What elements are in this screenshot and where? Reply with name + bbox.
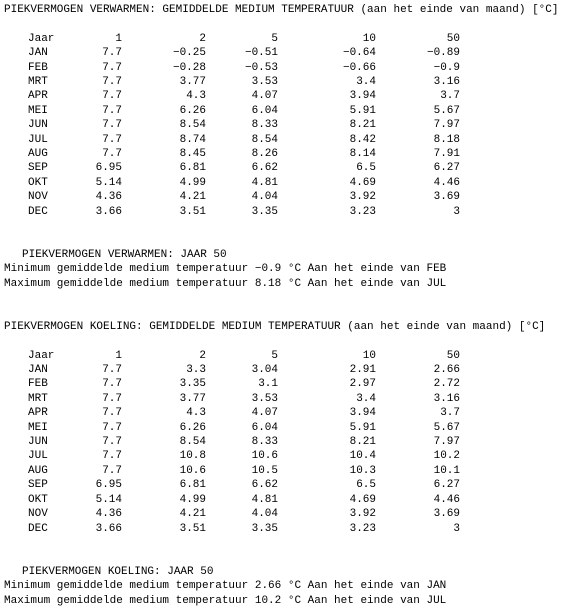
temperature-cell: 4.46 [433, 176, 460, 189]
summary-title: PIEKVERMOGEN VERWARMEN: JAAR 50 [22, 248, 227, 261]
temperature-cell: 3.23 [349, 522, 376, 535]
table-row [28, 522, 460, 536]
temperature-cell: 8.54 [179, 436, 206, 449]
column-header: 1 [115, 32, 122, 45]
temperature-cell: 7.7 [102, 76, 122, 89]
table-row [28, 478, 460, 492]
table-row [28, 493, 460, 507]
temperature-cell: 5.91 [349, 421, 376, 434]
column-header: 10 [362, 32, 376, 45]
temperature-cell: 3.7 [440, 407, 460, 420]
temperature-cell: 4.81 [251, 493, 278, 506]
temperature-cell: 4.07 [251, 407, 278, 420]
temperature-cell: 7.91 [433, 148, 460, 161]
temperature-cell: 8.26 [251, 148, 278, 161]
temperature-cell: 3.94 [349, 90, 376, 103]
temperature-cell: −0.66 [342, 61, 376, 74]
month-label: APR [28, 407, 48, 420]
table-row [28, 161, 460, 175]
temperature-cell: 7.7 [102, 392, 122, 405]
temperature-cell: 2.66 [433, 364, 460, 377]
table-row [28, 377, 460, 391]
temperature-cell: 8.42 [349, 133, 376, 146]
month-label: DEC [28, 522, 48, 535]
month-label: JUL [28, 450, 48, 463]
column-header: 50 [446, 32, 460, 45]
temperature-cell: 4.46 [433, 493, 460, 506]
temperature-cell: 6.5 [356, 479, 376, 492]
temperature-cell: 10.8 [179, 450, 206, 463]
temperature-cell: 4.3 [186, 407, 206, 420]
column-header: 1 [115, 349, 122, 362]
temperature-cell: 6.81 [179, 479, 206, 492]
temperature-cell: 3 [453, 522, 460, 535]
month-label: MRT [28, 392, 48, 405]
temperature-cell: 3.04 [251, 364, 278, 377]
table-row [28, 392, 460, 406]
table-row [28, 435, 460, 449]
temperature-cell: 5.67 [433, 104, 460, 117]
temperature-cell: −0.53 [244, 61, 278, 74]
table-row [28, 46, 460, 60]
table-row [28, 176, 460, 190]
temperature-cell: 3.1 [258, 378, 278, 391]
temperature-cell: 8.45 [179, 148, 206, 161]
temperature-cell: 4.04 [251, 191, 278, 204]
temperature-cell: 5.91 [349, 104, 376, 117]
month-label: FEB [28, 378, 48, 391]
temperature-cell: −0.9 [433, 61, 460, 74]
column-header: Jaar [28, 32, 55, 45]
column-header: 2 [199, 349, 206, 362]
temperature-cell: 4.69 [349, 176, 376, 189]
temperature-cell: 10.6 [179, 464, 206, 477]
temperature-cell: 3.92 [349, 191, 376, 204]
column-header: Jaar [28, 349, 55, 362]
temperature-cell: 3 [453, 205, 460, 218]
column-header: 5 [271, 32, 278, 45]
table-row [28, 61, 460, 75]
temperature-cell: 3.77 [179, 76, 206, 89]
month-label: SEP [28, 162, 48, 175]
month-label: JAN [28, 47, 48, 60]
month-label: MRT [28, 76, 48, 89]
table-header-row [28, 349, 460, 363]
month-label: DEC [28, 205, 48, 218]
temperature-cell: 3.16 [433, 76, 460, 89]
temperature-cell: 6.62 [251, 162, 278, 175]
temperature-cell: 6.26 [179, 421, 206, 434]
temperature-cell: 8.33 [251, 436, 278, 449]
summary-maximum: Maximum gemiddelde medium temperatuur 8.18 °C Aan het einde van JUL [4, 277, 447, 290]
month-label: NOV [28, 508, 48, 521]
temperature-cell: 8.33 [251, 119, 278, 132]
month-label: APR [28, 90, 48, 103]
temperature-cell: 7.7 [102, 133, 122, 146]
temperature-cell: 7.7 [102, 464, 122, 477]
temperature-cell: 3.35 [251, 522, 278, 535]
temperature-cell: 3.35 [179, 378, 206, 391]
temperature-cell: 7.7 [102, 148, 122, 161]
table-row [28, 205, 460, 219]
month-label: NOV [28, 191, 48, 204]
section-title: PIEKVERMOGEN KOELING: GEMIDDELDE MEDIUM TEMPERATUUR (aan het einde van maand) [°C] [4, 320, 546, 333]
temperature-cell: 6.62 [251, 479, 278, 492]
temperature-cell: 3.69 [433, 508, 460, 521]
temperature-cell: 3.51 [179, 522, 206, 535]
temperature-cell: 4.81 [251, 176, 278, 189]
table-row [28, 363, 460, 377]
temperature-cell: 6.95 [95, 162, 122, 175]
temperature-cell: 4.07 [251, 90, 278, 103]
temperature-cell: −0.51 [244, 47, 278, 60]
month-label: AUG [28, 464, 48, 477]
temperature-cell: 4.21 [179, 508, 206, 521]
table-row [28, 507, 460, 521]
temperature-cell: 3.69 [433, 191, 460, 204]
table-row [28, 118, 460, 132]
month-label: JUN [28, 119, 48, 132]
month-label: JAN [28, 364, 48, 377]
temperature-cell: 7.7 [102, 61, 122, 74]
table-row [28, 147, 460, 161]
table-row [28, 133, 460, 147]
temperature-cell: 8.74 [179, 133, 206, 146]
temperature-cell: 7.7 [102, 90, 122, 103]
temperature-cell: 10.2 [433, 450, 460, 463]
temperature-cell: 7.7 [102, 450, 122, 463]
temperature-cell: 10.4 [349, 450, 376, 463]
temperature-cell: 6.27 [433, 162, 460, 175]
table-row [28, 421, 460, 435]
month-label: JUN [28, 436, 48, 449]
month-label: SEP [28, 479, 48, 492]
temperature-cell: 3.51 [179, 205, 206, 218]
month-label: MEI [28, 421, 48, 434]
report [4, 3, 584, 608]
temperature-cell: 3.66 [95, 522, 122, 535]
column-header: 5 [271, 349, 278, 362]
temperature-table [28, 32, 460, 219]
table-row [28, 89, 460, 103]
summary-minimum: Minimum gemiddelde medium temperatuur −0.9 °C Aan het einde van FEB [4, 263, 447, 276]
temperature-cell: 3.23 [349, 205, 376, 218]
temperature-cell: −0.25 [172, 47, 206, 60]
table-row [28, 464, 460, 478]
temperature-cell: 7.7 [102, 364, 122, 377]
table-row [28, 104, 460, 118]
month-label: OKT [28, 493, 48, 506]
temperature-cell: 7.7 [102, 421, 122, 434]
table-row [28, 449, 460, 463]
temperature-cell: 3.35 [251, 205, 278, 218]
table-row [28, 190, 460, 204]
temperature-cell: 8.21 [349, 436, 376, 449]
temperature-cell: 3.16 [433, 392, 460, 405]
temperature-cell: 8.14 [349, 148, 376, 161]
temperature-cell: 3.4 [356, 392, 376, 405]
temperature-cell: 10.3 [349, 464, 376, 477]
temperature-cell: 3.94 [349, 407, 376, 420]
temperature-cell: 6.95 [95, 479, 122, 492]
temperature-cell: 7.7 [102, 47, 122, 60]
temperature-cell: 3.7 [440, 90, 460, 103]
table-row [28, 406, 460, 420]
temperature-cell: 4.04 [251, 508, 278, 521]
temperature-cell: 4.99 [179, 493, 206, 506]
temperature-cell: 8.54 [179, 119, 206, 132]
temperature-cell: 6.04 [251, 421, 278, 434]
temperature-cell: 3.77 [179, 392, 206, 405]
temperature-cell: 7.7 [102, 104, 122, 117]
temperature-cell: 5.14 [95, 176, 122, 189]
temperature-cell: 6.81 [179, 162, 206, 175]
temperature-cell: 2.97 [349, 378, 376, 391]
temperature-cell: 7.97 [433, 119, 460, 132]
temperature-cell: 10.5 [251, 464, 278, 477]
month-label: OKT [28, 176, 48, 189]
section-cooling [4, 320, 584, 608]
summary-maximum: Maximum gemiddelde medium temperatuur 10.2 °C Aan het einde van JUL [4, 594, 447, 607]
section-heating [4, 3, 584, 291]
temperature-cell: 4.99 [179, 176, 206, 189]
temperature-cell: 10.1 [433, 464, 460, 477]
temperature-cell: 3.92 [349, 508, 376, 521]
temperature-cell: 10.6 [251, 450, 278, 463]
temperature-cell: 7.7 [102, 407, 122, 420]
temperature-cell: −0.64 [342, 47, 376, 60]
month-label: FEB [28, 61, 48, 74]
temperature-cell: 5.67 [433, 421, 460, 434]
temperature-cell: 6.04 [251, 104, 278, 117]
temperature-cell: 4.3 [186, 90, 206, 103]
temperature-cell: 7.97 [433, 436, 460, 449]
temperature-cell: 4.69 [349, 493, 376, 506]
month-label: AUG [28, 148, 48, 161]
temperature-cell: 7.7 [102, 378, 122, 391]
temperature-cell: 8.18 [433, 133, 460, 146]
temperature-cell: 7.7 [102, 436, 122, 449]
temperature-cell: 4.36 [95, 191, 122, 204]
temperature-cell: 3.66 [95, 205, 122, 218]
temperature-cell: 3.53 [251, 76, 278, 89]
temperature-cell: 6.26 [179, 104, 206, 117]
temperature-cell: 4.36 [95, 508, 122, 521]
temperature-cell: −0.28 [172, 61, 206, 74]
temperature-cell: 5.14 [95, 493, 122, 506]
temperature-cell: 3.4 [356, 76, 376, 89]
table-header-row [28, 32, 460, 46]
table-row [28, 75, 460, 89]
temperature-cell: 6.27 [433, 479, 460, 492]
temperature-cell: 3.3 [186, 364, 206, 377]
temperature-table [28, 349, 460, 536]
summary-minimum: Minimum gemiddelde medium temperatuur 2.66 °C Aan het einde van JAN [4, 580, 447, 593]
column-header: 10 [362, 349, 376, 362]
section-title: PIEKVERMOGEN VERWARMEN: GEMIDDELDE MEDIUM TEMPERATUUR (aan het einde van maand) [°C] [4, 4, 559, 16]
temperature-cell: 8.21 [349, 119, 376, 132]
column-header: 2 [199, 32, 206, 45]
column-header: 50 [446, 349, 460, 362]
month-label: MEI [28, 104, 48, 117]
temperature-cell: 2.72 [433, 378, 460, 391]
temperature-cell: 7.7 [102, 119, 122, 132]
temperature-cell: 2.91 [349, 364, 376, 377]
temperature-cell: 6.5 [356, 162, 376, 175]
temperature-cell: −0.89 [426, 47, 460, 60]
summary-title: PIEKVERMOGEN KOELING: JAAR 50 [22, 565, 214, 578]
temperature-cell: 3.53 [251, 392, 278, 405]
temperature-cell: 8.54 [251, 133, 278, 146]
month-label: JUL [28, 133, 48, 146]
temperature-cell: 4.21 [179, 191, 206, 204]
